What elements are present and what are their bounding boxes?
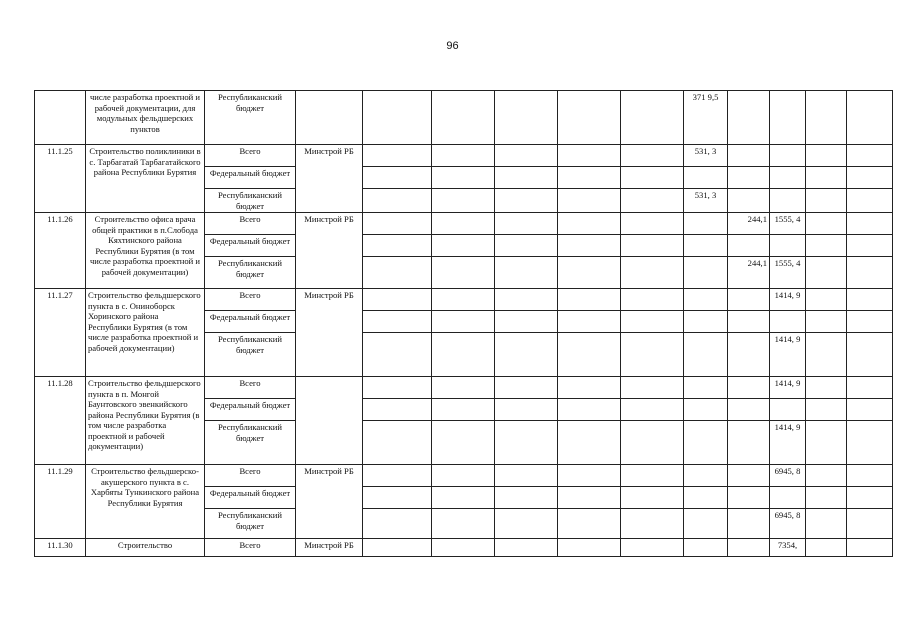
code-cell: 11.1.26 xyxy=(35,213,86,289)
source-cell: Республиканский бюджет xyxy=(205,91,296,145)
value-cell: 1414, 9 xyxy=(770,421,806,465)
code-cell: 11.1.30 xyxy=(35,539,86,557)
executor-cell: Минстрой РБ xyxy=(296,213,363,289)
source-cell: Всего xyxy=(205,465,296,487)
table-row xyxy=(35,465,893,487)
code-cell xyxy=(35,91,86,145)
value-cell: 244,1 xyxy=(728,257,770,289)
source-cell: Всего xyxy=(205,145,296,167)
executor-cell: Минстрой РБ xyxy=(296,145,363,213)
source-cell: Республиканский бюджет xyxy=(205,421,296,465)
page-number: 96 xyxy=(446,40,459,52)
value-cell: 244,1 xyxy=(728,213,770,235)
source-cell: Федеральный бюджет xyxy=(205,167,296,189)
table-row xyxy=(35,91,893,145)
source-cell: Республиканский бюджет xyxy=(205,257,296,289)
value-cell: 6945, 8 xyxy=(770,465,806,487)
value-cell: 1555, 4 xyxy=(770,257,806,289)
executor-cell: Минстрой РБ xyxy=(296,539,363,557)
table-row xyxy=(35,145,893,167)
code-cell: 11.1.27 xyxy=(35,289,86,377)
value-cell: 531, 3 xyxy=(684,189,728,213)
executor-cell: Минстрой РБ xyxy=(296,465,363,539)
source-cell: Федеральный бюджет xyxy=(205,399,296,421)
name-cell: Строительство фельдшерского пункта в с. Ониноборск Хоринского района Республики Бурятия (в том числе разработка проектной и рабочей документации) xyxy=(86,289,205,377)
executor-cell xyxy=(296,91,363,145)
source-cell: Республиканский бюджет xyxy=(205,189,296,213)
value-cell: 371 9,5 xyxy=(684,91,728,145)
source-cell: Всего xyxy=(205,213,296,235)
source-cell: Республиканский бюджет xyxy=(205,333,296,377)
value-cell: 6945, 8 xyxy=(770,509,806,539)
name-cell: Строительство фельдшерско-акушерского пункта в с. Харбяты Тункинского района Республики Бурятия xyxy=(86,465,205,539)
source-cell: Федеральный бюджет xyxy=(205,311,296,333)
name-cell: Строительство поликлиники в с. Тарбагатай Тарбагатайского района Республики Бурятия xyxy=(86,145,205,213)
name-cell: числе разработка проектной и рабочей документации, для модульных фельдшерских пунктов xyxy=(86,91,205,145)
table-row xyxy=(35,289,893,311)
name-cell: Строительство фельдшерского пункта в п. Монгой Баунтовского эвенкийского района Республики Бурятия (в том числе разработка проектной и рабочей документации) xyxy=(86,377,205,465)
table-row xyxy=(35,213,893,235)
source-cell: Федеральный бюджет xyxy=(205,235,296,257)
source-cell: Федеральный бюджет xyxy=(205,487,296,509)
source-cell: Республиканский бюджет xyxy=(205,509,296,539)
source-cell: Всего xyxy=(205,289,296,311)
value-cell: 1414, 9 xyxy=(770,289,806,311)
value-cell: 1555, 4 xyxy=(770,213,806,235)
code-cell: 11.1.25 xyxy=(35,145,86,213)
value-cell: 1414, 9 xyxy=(770,333,806,377)
code-cell: 11.1.29 xyxy=(35,465,86,539)
source-cell: Всего xyxy=(205,539,296,557)
value-cell: 7354, xyxy=(770,539,806,557)
executor-cell: Минстрой РБ xyxy=(296,289,363,377)
value-cell: 531, 3 xyxy=(684,145,728,167)
code-cell: 11.1.28 xyxy=(35,377,86,465)
table-row xyxy=(35,539,893,557)
table-row xyxy=(35,377,893,399)
executor-cell xyxy=(296,377,363,465)
name-cell: Строительство xyxy=(86,539,205,557)
budget-table xyxy=(34,90,893,557)
name-cell: Строительство офиса врача общей практики в п.Слобода Кяхтинского района Республики Бурятия (в том числе разработка проектной и рабочей документации) xyxy=(86,213,205,289)
value-cell: 1414, 9 xyxy=(770,377,806,399)
source-cell: Всего xyxy=(205,377,296,399)
